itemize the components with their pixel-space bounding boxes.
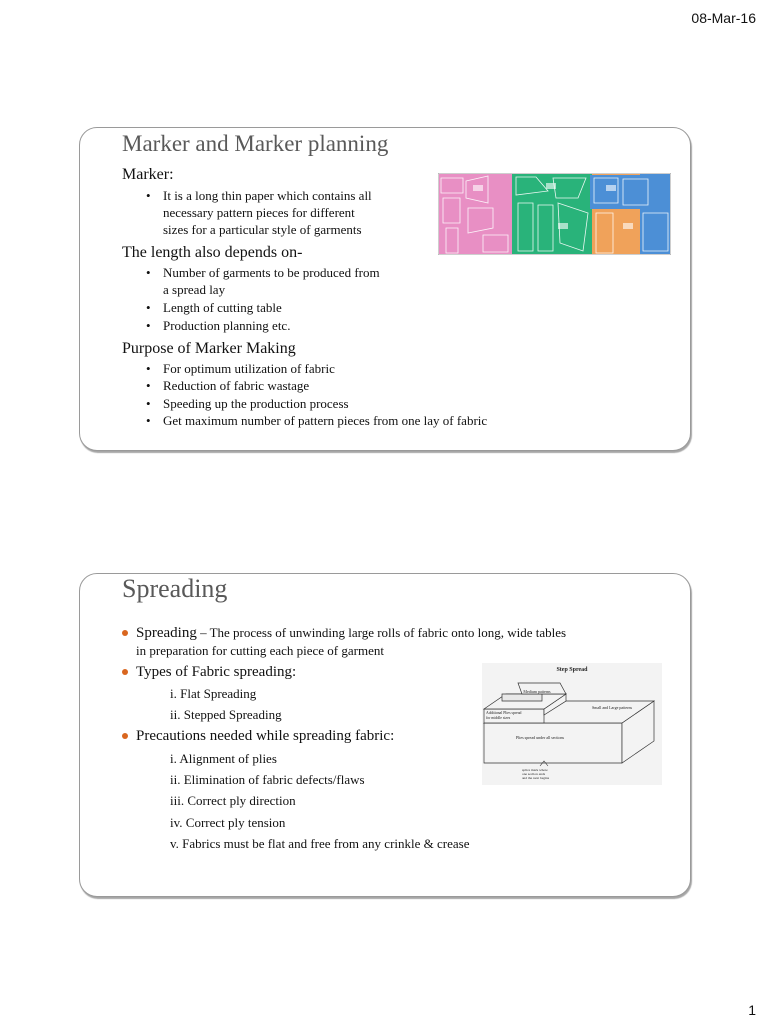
purpose-heading: Purpose of Marker Making bbox=[122, 340, 296, 357]
marker-layout-image bbox=[438, 173, 671, 255]
length-bullet-continued: a spread lay bbox=[163, 282, 226, 297]
label-splice-mark: splice mark where bbox=[522, 768, 548, 772]
length-bullet: • Production planning etc. bbox=[146, 318, 291, 333]
purpose-bullet: • Reduction of fabric wastage bbox=[146, 378, 310, 393]
type-item: i. Flat Spreading bbox=[170, 686, 257, 701]
marker-heading: Marker: bbox=[122, 166, 174, 183]
precaution-item: ii. Elimination of fabric defects/flaws bbox=[170, 772, 365, 787]
length-bullet: • Length of cutting table bbox=[146, 300, 282, 315]
precaution-item: i. Alignment of plies bbox=[170, 751, 277, 766]
precaution-item: iii. Correct ply direction bbox=[170, 793, 296, 808]
marker-bullet-continued: sizes for a particular style of garments bbox=[163, 222, 362, 237]
label-splice-mark-3: and the next begins bbox=[522, 776, 550, 780]
precautions-bullet: Precautions needed while spreading fabric: bbox=[122, 727, 394, 745]
marker-bullet-continued: necessary pattern pieces for different bbox=[163, 205, 355, 220]
slide-title: Spreading bbox=[122, 574, 228, 603]
slide-title: Marker and Marker planning bbox=[122, 131, 389, 156]
page-number: 1 bbox=[748, 1002, 756, 1018]
label-additional-plies-2: for middle sizes bbox=[486, 716, 511, 720]
label-additional-plies: Additional Plies spread bbox=[486, 711, 522, 715]
label-medium-patterns: Medium patterns bbox=[523, 689, 551, 694]
label-plies-all-sections: Plies spread under all sections bbox=[515, 735, 565, 740]
marker-bullet: • It is a long thin paper which contains all bbox=[146, 188, 372, 203]
purpose-bullet: • For optimum utilization of fabric bbox=[146, 361, 335, 376]
spreading-definition-continued: in preparation for cutting each piece of garment bbox=[136, 643, 384, 658]
purpose-bullet: • Speeding up the production process bbox=[146, 396, 349, 411]
label-splice-mark-2: one section ends bbox=[522, 772, 546, 776]
precaution-item: v. Fabrics must be flat and free from any crinkle & crease bbox=[170, 836, 470, 851]
date-header: 08-Mar-16 bbox=[691, 10, 756, 26]
types-bullet: Types of Fabric spreading: bbox=[122, 663, 296, 681]
purpose-bullet: • Get maximum number of pattern pieces from one lay of fabric bbox=[146, 413, 488, 428]
step-spread-diagram bbox=[482, 663, 662, 785]
slide-spreading bbox=[79, 573, 691, 897]
slide-marker-planning bbox=[79, 127, 691, 451]
spreading-definition-bullet: Spreading – The process of unwinding large rolls of fabric onto long, wide tables bbox=[122, 624, 566, 642]
label-small-large-patterns: Small and Large patterns bbox=[591, 705, 633, 710]
precaution-item: iv. Correct ply tension bbox=[170, 815, 286, 830]
length-bullet: • Number of garments to be produced from bbox=[146, 265, 380, 280]
type-item: ii. Stepped Spreading bbox=[170, 707, 282, 722]
length-heading: The length also depends on- bbox=[122, 244, 303, 261]
diagram-title: Step Spread bbox=[556, 667, 588, 673]
